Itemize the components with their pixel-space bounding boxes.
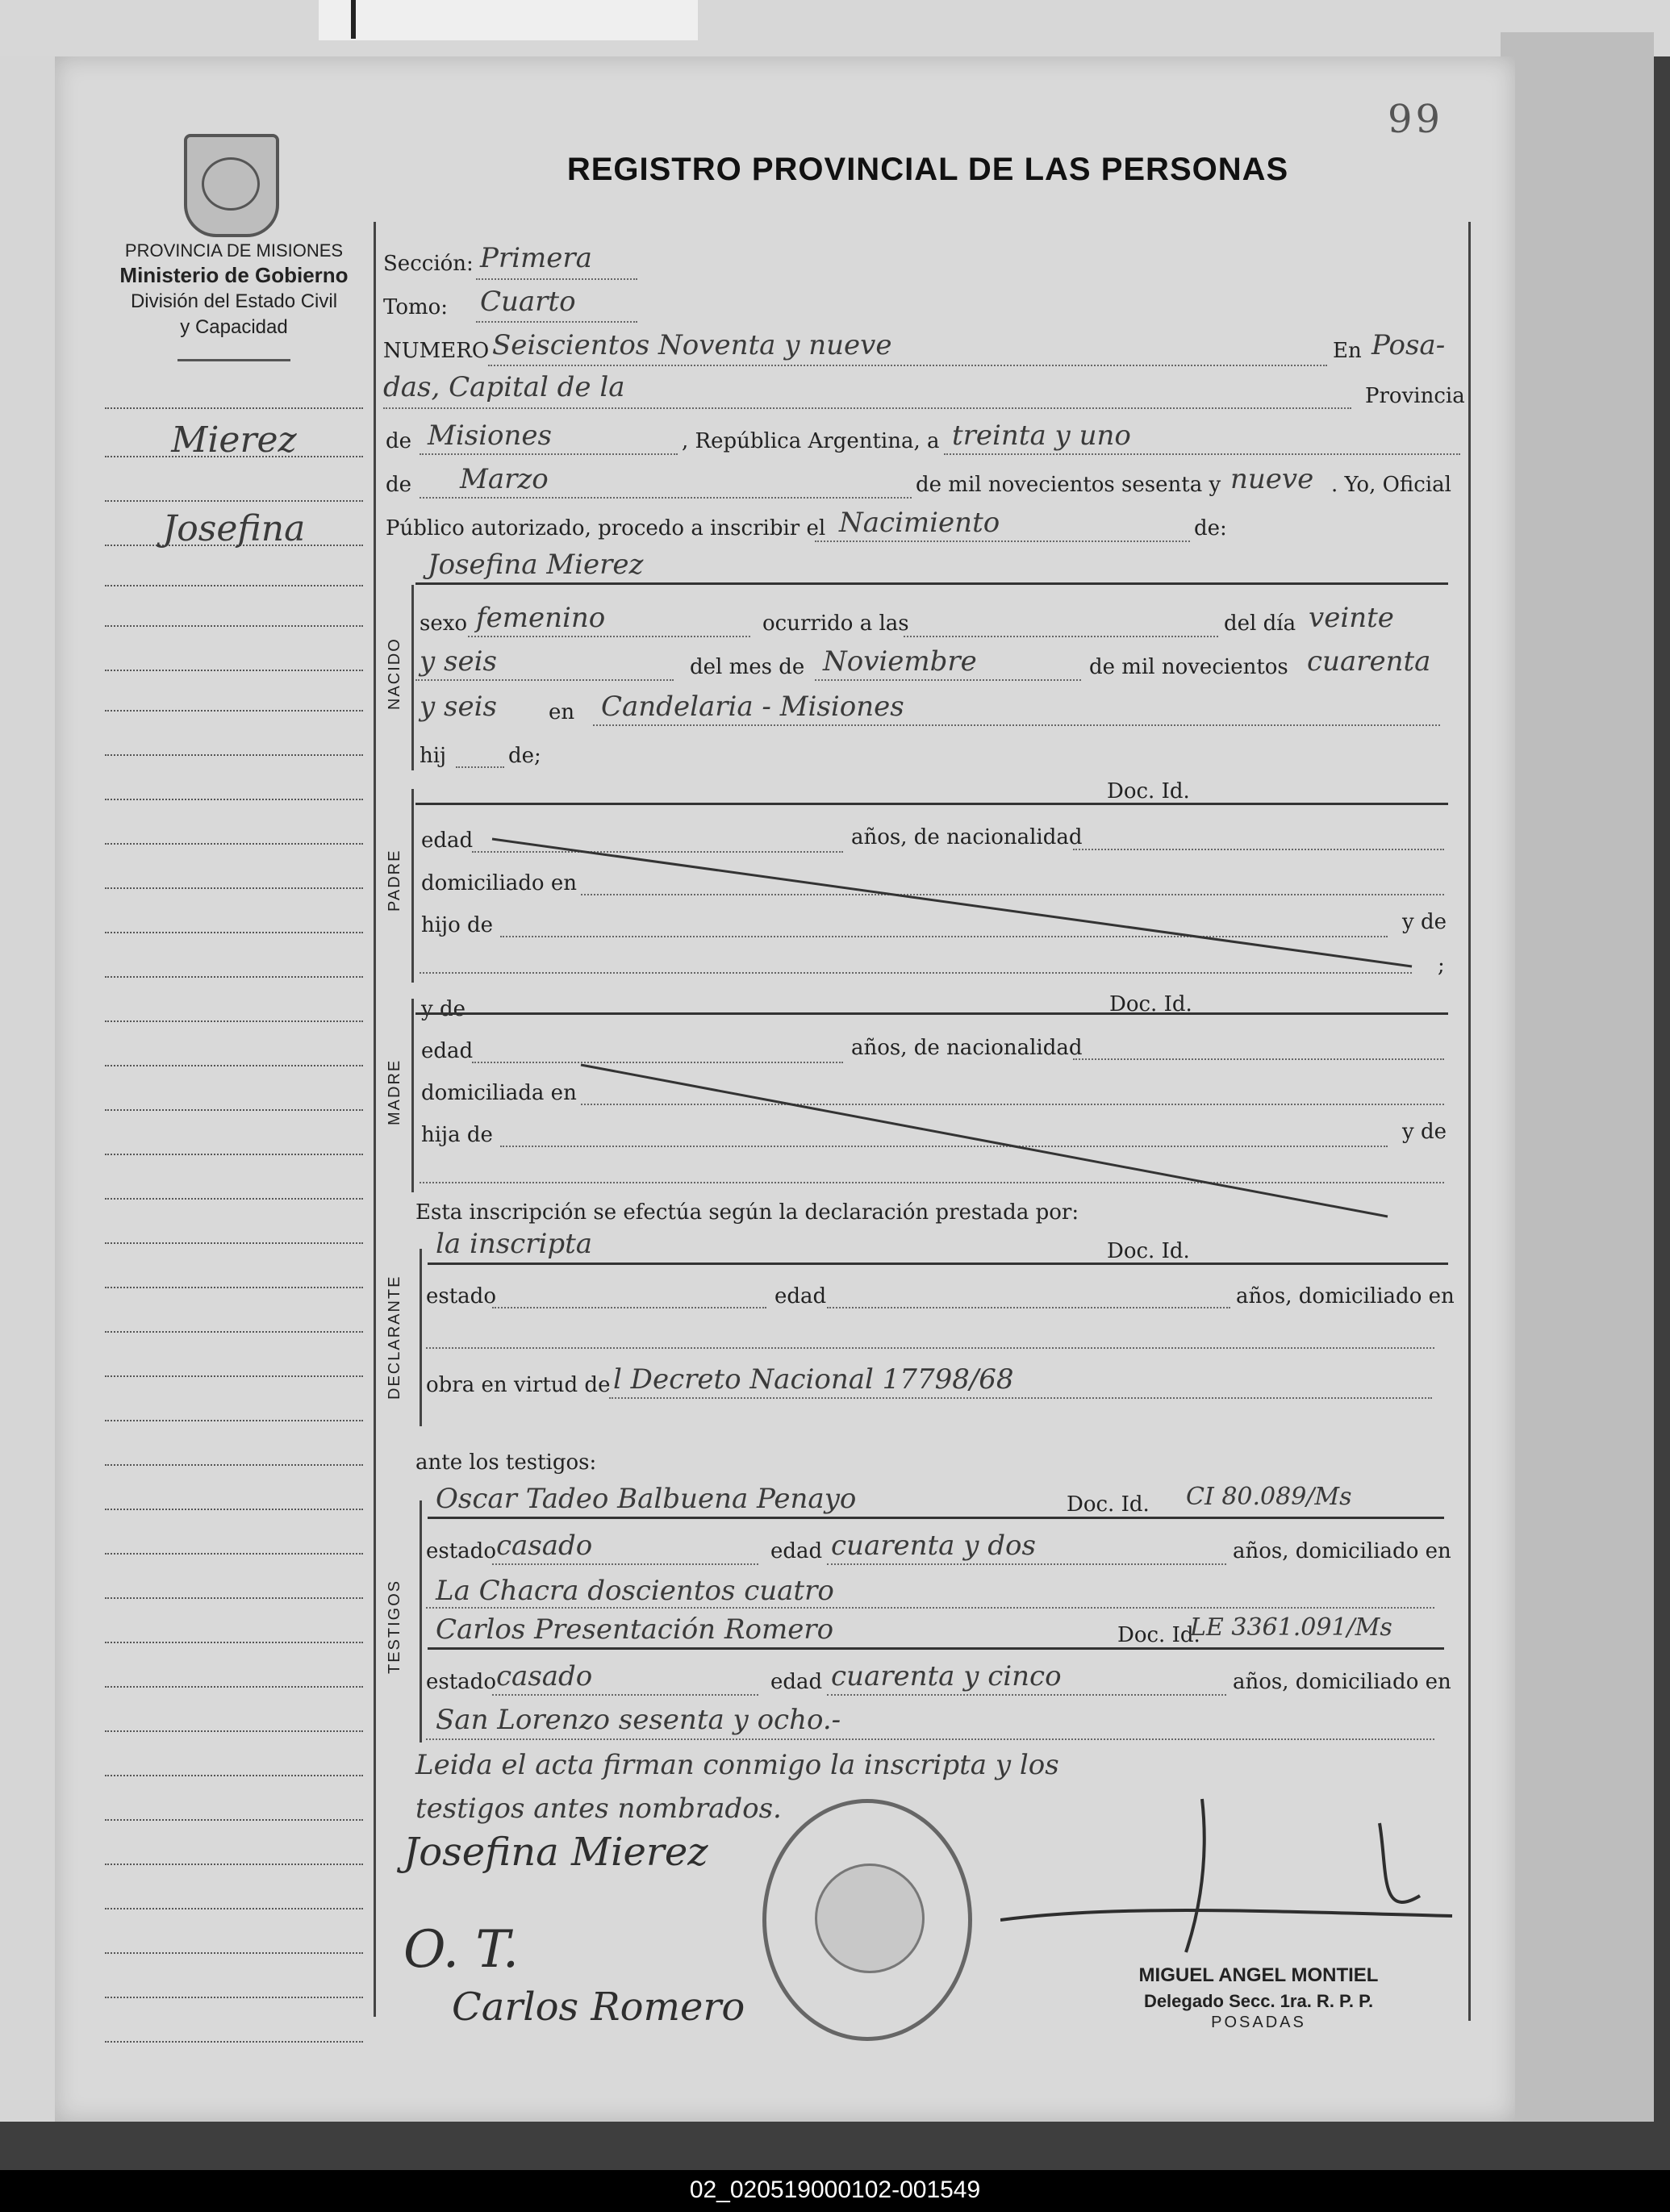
margin-surname: Mierez xyxy=(171,419,297,461)
declarante-estado-label: estado xyxy=(426,1284,496,1308)
office-ministry: Ministerio de Gobierno xyxy=(119,263,349,287)
margin-rule xyxy=(105,1908,363,1909)
fill-line xyxy=(492,1694,758,1696)
de-colon-label: de: xyxy=(1194,516,1227,540)
declarante-section-label: DECLARANTE xyxy=(386,1275,403,1400)
margin-rule xyxy=(105,670,363,671)
fill-line xyxy=(383,407,1351,409)
margin-given-name: Josefina xyxy=(162,508,306,549)
margin-rule xyxy=(105,1109,363,1111)
madre-cancel-stroke xyxy=(581,1065,1388,1217)
madre-anos-label: años, de nacionalidad xyxy=(851,1036,1083,1060)
testigo-1-anos-label: años, domiciliado en xyxy=(1233,1539,1451,1563)
margin-rule xyxy=(105,710,363,712)
fill-line xyxy=(426,1607,1434,1609)
de-label-2: de xyxy=(386,473,412,497)
padre-hijo-label: hijo de xyxy=(421,913,494,937)
testigo-1-estado-label: estado xyxy=(426,1539,496,1563)
testigo-1-name: Oscar Tadeo Balbuena Penayo xyxy=(436,1483,857,1515)
book-cover-edge xyxy=(1501,32,1654,2122)
fill-line xyxy=(827,1307,1230,1308)
nacido-dia-value-2: y seis xyxy=(420,645,497,678)
fill-line xyxy=(609,1397,1432,1399)
margin-rule xyxy=(105,1020,363,1022)
office-capacity: y Capacidad xyxy=(180,316,288,338)
margin-rule xyxy=(105,1597,363,1599)
padre-domiciliado-label: domiciliado en xyxy=(421,871,577,895)
declarante-anos-label: años, domiciliado en xyxy=(1236,1284,1455,1308)
seccion-value: Primera xyxy=(480,242,592,274)
previous-page-edge xyxy=(0,56,56,2122)
signature-inscripta: Josefina Mierez xyxy=(403,1830,708,1875)
de-label-1: de xyxy=(386,429,412,453)
right-frame-line xyxy=(1468,222,1471,2021)
fill-line xyxy=(944,453,1460,455)
fill-line xyxy=(492,1307,766,1308)
testigos-bracket xyxy=(420,1500,422,1742)
testigo-1-doc-label: Doc. Id. xyxy=(1067,1492,1150,1517)
signature-testigo-2: Carlos Romero xyxy=(452,1985,745,2030)
page-number: 99 xyxy=(1388,97,1444,142)
madre-domiciliada-label: domiciliada en xyxy=(421,1081,577,1105)
testigo-1-edad: cuarenta y dos xyxy=(831,1530,1036,1562)
margin-rule xyxy=(105,1642,363,1643)
nacido-mes-value: Noviembre xyxy=(823,645,977,678)
fill-line xyxy=(827,1694,1226,1696)
margin-rule xyxy=(105,932,363,933)
testigo-2-doc-label: Doc. Id. xyxy=(1117,1623,1200,1647)
testigos-section-label: TESTIGOS xyxy=(386,1579,403,1674)
declarante-intro-label: Esta inscripción se efectúa según la declaración prestada por: xyxy=(415,1200,1079,1225)
margin-rule xyxy=(105,843,363,845)
cancel-strokes xyxy=(484,831,1436,1234)
provincia-label: Provincia xyxy=(1365,384,1465,408)
padre-top-rule xyxy=(415,803,1448,805)
book-top-edge xyxy=(0,0,1670,56)
margin-rule xyxy=(105,2041,363,2043)
nacido-name: Josefina Mierez xyxy=(428,549,644,581)
seccion-label: Sección: xyxy=(383,252,474,276)
declarante-doc-label: Doc. Id. xyxy=(1107,1239,1190,1263)
fill-line xyxy=(468,636,750,637)
nacido-lugar-value: Candelaria - Misiones xyxy=(601,691,904,723)
mil-novecientos-2-label: de mil novecientos xyxy=(1089,655,1288,679)
fill-line xyxy=(488,365,1327,366)
declarante-bracket xyxy=(420,1249,422,1426)
padre-section-label: PADRE xyxy=(386,849,403,912)
en-value-2: das, Capital de la xyxy=(383,371,625,403)
testigos-top-rule xyxy=(428,1517,1444,1519)
margin-separator xyxy=(374,222,376,2017)
testigo-2-anos-label: años, domiciliado en xyxy=(1233,1670,1451,1694)
obra-label: obra en virtud de xyxy=(426,1373,611,1397)
del-mes-label: del mes de xyxy=(690,655,805,679)
sexo-value: femenino xyxy=(476,602,606,634)
padre-yde-label: y de xyxy=(1402,910,1447,934)
margin-rule xyxy=(105,1864,363,1865)
fill-line xyxy=(492,1563,758,1565)
margin-rule xyxy=(105,1686,363,1688)
madre-yde-label-2: y de xyxy=(1402,1120,1447,1144)
margin-rule xyxy=(105,1154,363,1155)
testigo-2-rule xyxy=(428,1647,1444,1650)
fill-line xyxy=(456,766,504,768)
tomo-label: Tomo: xyxy=(383,295,449,319)
signature-testigo-1: O. T. xyxy=(403,1920,520,1980)
closing-line-1: Leida el acta firman conmigo la inscripta y los xyxy=(415,1749,1059,1781)
registry-title: REGISTRO PROVINCIAL DE LAS PERSONAS xyxy=(566,152,1289,187)
del-dia-label: del día xyxy=(1224,611,1296,636)
testigo-2-estado-label: estado xyxy=(426,1670,496,1694)
acto-value: Nacimiento xyxy=(839,507,1000,539)
padre-semicolon: ; xyxy=(1438,954,1445,978)
testigo-2-estado: casado xyxy=(496,1660,593,1692)
margin-rule xyxy=(105,1287,363,1288)
fill-line xyxy=(476,321,637,323)
madre-doc-label: Doc. Id. xyxy=(1109,992,1192,1016)
publico-label: Público autorizado, procedo a inscribir el xyxy=(386,516,826,540)
fill-line xyxy=(420,453,678,455)
testigo-1-domicilio: La Chacra doscientos cuatro xyxy=(436,1575,834,1607)
nacido-top-rule xyxy=(415,582,1448,585)
en-label: En xyxy=(1333,339,1362,363)
margin-rule xyxy=(105,1375,363,1377)
fill-line xyxy=(815,679,1081,681)
margin-rule xyxy=(105,799,363,800)
mes-value: Marzo xyxy=(460,463,549,495)
fill-line xyxy=(476,278,637,280)
margin-rule xyxy=(105,976,363,978)
margin-rule xyxy=(105,407,363,409)
oficial-label: . Yo, Oficial xyxy=(1331,473,1451,497)
fill-line xyxy=(827,1563,1226,1565)
padre-cancel-stroke xyxy=(492,839,1412,966)
officer-name: MIGUEL ANGEL MONTIEL xyxy=(1138,1964,1379,1986)
testigo-1-estado: casado xyxy=(496,1530,593,1562)
margin-rule xyxy=(105,1242,363,1244)
index-tab xyxy=(319,0,698,40)
tomo-value: Cuarto xyxy=(480,286,576,318)
tab-marker xyxy=(319,0,356,39)
officer-title: Delegado Secc. 1ra. R. P. P. xyxy=(1143,1991,1374,2011)
fill-line xyxy=(426,1347,1434,1349)
margin-rule xyxy=(105,887,363,889)
padre-anos-label: años, de nacionalidad xyxy=(851,825,1083,849)
officer-signature-stroke xyxy=(1000,1775,1468,1968)
fill-line xyxy=(415,679,674,681)
office-division: División del Estado Civil xyxy=(130,290,338,312)
madre-edad-label: edad xyxy=(421,1039,474,1063)
madre-bracket xyxy=(411,999,414,1192)
crest-emblem xyxy=(202,157,260,211)
testigos-intro-label: ante los testigos: xyxy=(415,1450,597,1475)
margin-rule xyxy=(105,1997,363,1998)
margin-rule xyxy=(105,625,363,627)
fill-line xyxy=(904,636,1218,637)
en-value-1: Posa- xyxy=(1371,329,1446,361)
margin-rule xyxy=(105,754,363,756)
closing-line-2: testigos antes nombrados. xyxy=(415,1793,782,1825)
margin-rule xyxy=(105,500,363,502)
margin-rule xyxy=(105,1331,363,1333)
margin-rule xyxy=(105,1509,363,1510)
margin-rule xyxy=(105,1730,363,1732)
fill-line xyxy=(420,497,912,499)
republica-label: , República Argentina, a xyxy=(682,429,940,453)
numero-label: NUMERO xyxy=(383,339,490,363)
testigo-1-doc: CI 80.089/Ms xyxy=(1186,1483,1352,1511)
fill-line xyxy=(815,540,1190,542)
margin-rule xyxy=(105,585,363,586)
margin-rule xyxy=(105,1553,363,1555)
testigo-1-edad-label: edad xyxy=(770,1539,823,1563)
nacido-anio-value-2: y seis xyxy=(420,691,497,723)
nacido-bracket xyxy=(411,585,414,770)
anio-value: nueve xyxy=(1230,463,1314,495)
declarante-edad-label: edad xyxy=(774,1284,827,1308)
nacido-section-label: NACIDO xyxy=(386,637,403,710)
nacido-dia-value-1: veinte xyxy=(1309,602,1394,634)
margin-rule xyxy=(105,1952,363,1954)
hij-de-label: de; xyxy=(508,744,541,768)
seal-emblem-icon xyxy=(815,1864,925,1973)
testigo-2-edad: cuarenta y cinco xyxy=(831,1660,1062,1692)
margin-rule xyxy=(105,1420,363,1421)
margin-rule xyxy=(105,1198,363,1200)
dia-value: treinta y uno xyxy=(952,419,1131,452)
testigo-2-doc: LE 3361.091/Ms xyxy=(1190,1613,1392,1642)
fill-line xyxy=(593,724,1440,726)
scan-id: 02_020519000102-001549 xyxy=(689,2177,981,2203)
obra-value: l Decreto Nacional 17798/68 xyxy=(613,1363,1014,1396)
nacido-anio-value-1: cuarenta xyxy=(1307,645,1431,678)
padre-edad-label: edad xyxy=(421,828,474,853)
declarante-top-rule xyxy=(428,1263,1448,1265)
testigo-2-domicilio: San Lorenzo sesenta y ocho.- xyxy=(436,1704,841,1736)
testigo-2-name: Carlos Presentación Romero xyxy=(436,1613,834,1646)
madre-section-label: MADRE xyxy=(386,1058,403,1125)
margin-rule xyxy=(105,1464,363,1466)
office-province: PROVINCIA DE MISIONES xyxy=(124,240,344,261)
testigo-2-edad-label: edad xyxy=(770,1670,823,1694)
padre-bracket xyxy=(411,789,414,983)
ocurrido-label: ocurrido a las xyxy=(762,611,909,636)
margin-rule xyxy=(105,1065,363,1066)
hij-label: hij xyxy=(420,744,447,768)
margin-rule xyxy=(105,1819,363,1821)
office-divider xyxy=(177,359,290,361)
madre-yde-label: y de xyxy=(421,997,466,1021)
fill-line xyxy=(426,1738,1434,1740)
mil-novecientos-label: de mil novecientos sesenta y xyxy=(916,473,1221,497)
nacido-doc-label: Doc. Id. xyxy=(1107,779,1190,803)
provincia-value: Misiones xyxy=(428,419,552,452)
margin-rule xyxy=(105,1775,363,1776)
numero-value: Seiscientos Noventa y nueve xyxy=(492,329,892,361)
declarante-name: la inscripta xyxy=(436,1228,593,1260)
madre-hija-label: hija de xyxy=(421,1123,493,1147)
officer-city: POSADAS xyxy=(1211,2014,1306,2031)
sexo-label: sexo xyxy=(420,611,468,636)
nacido-en-label: en xyxy=(549,700,575,724)
